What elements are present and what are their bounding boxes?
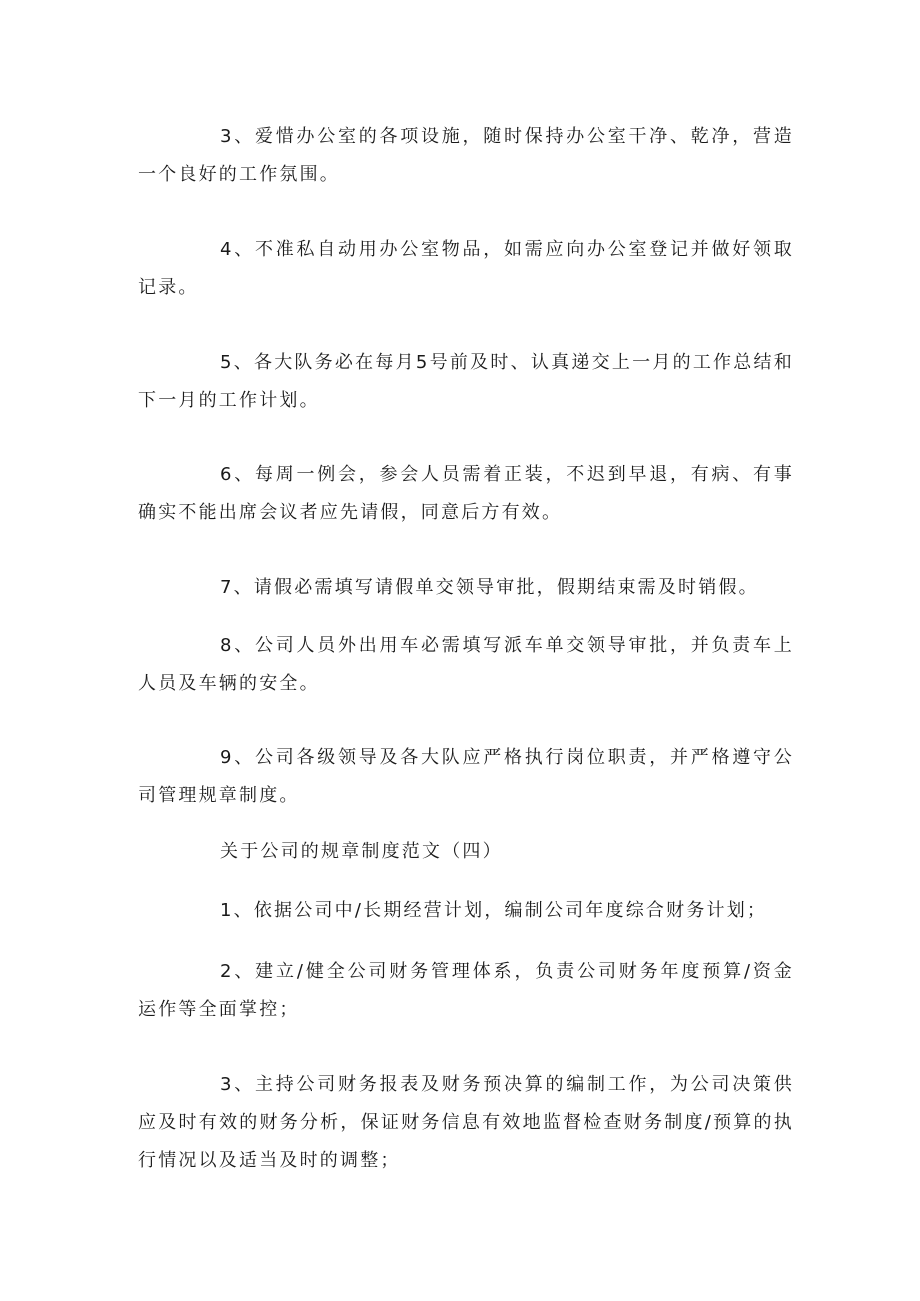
section-heading: 关于公司的规章制度范文（四） [220, 841, 503, 862]
paragraph-leave-request: 7、请假必需填写请假单交领导审批，假期结束需及时销假。 [220, 577, 759, 598]
paragraph-weekly-meeting: 6、每周一例会，参会人员需着正装，不迟到早退，有病、有事确实不能出席会议者应先请假，同意后方有效。 [138, 464, 794, 523]
paragraph-financial-reports: 3、主持公司财务报表及财务预决算的编制工作，为公司决策供应及时有效的财务分析，保证财务信息有效地监督检查财务制度/预算的执行情况以及适当及时的调整； [138, 1074, 794, 1171]
paragraph-financial-plan: 1、依据公司中/长期经营计划，编制公司年度综合财务计划； [220, 900, 768, 921]
paragraph-office-facilities: 3、爱惜办公室的各项设施，随时保持办公室干净、乾净，营造一个良好的工作氛围。 [138, 126, 794, 185]
paragraph-monthly-report: 5、各大队务必在每月5号前及时、认真递交上一月的工作总结和下一月的工作计划。 [138, 352, 794, 411]
paragraph-financial-system: 2、建立/健全公司财务管理体系，负责公司财务年度预算/资金运作等全面掌控； [138, 961, 794, 1020]
paragraph-job-duties: 9、公司各级领导及各大队应严格执行岗位职责，并严格遵守公司管理规章制度。 [138, 747, 794, 806]
paragraph-office-supplies: 4、不准私自动用办公室物品，如需应向办公室登记并做好领取记录。 [138, 239, 794, 298]
paragraph-vehicle-use: 8、公司人员外出用车必需填写派车单交领导审批，并负责车上人员及车辆的安全。 [138, 635, 794, 694]
